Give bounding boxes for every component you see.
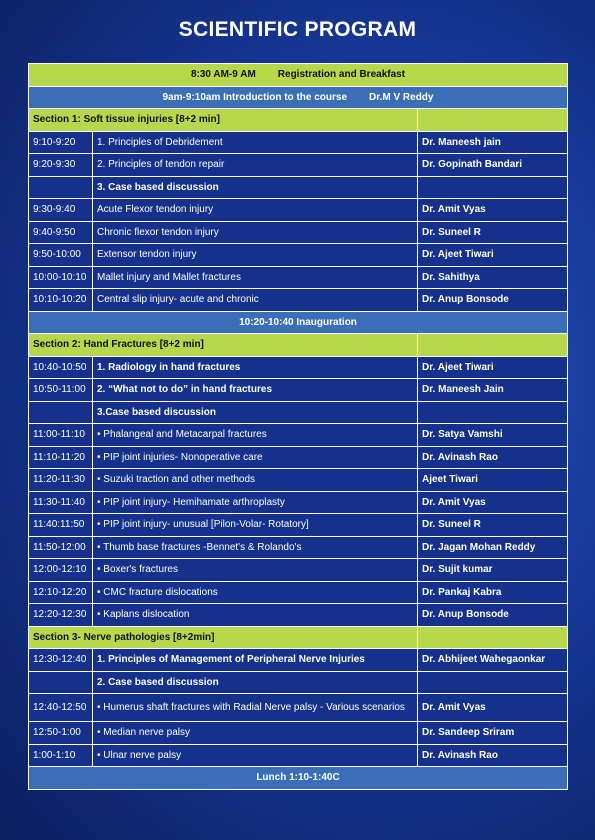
session-speaker: Dr. Jagan Mohan Reddy (418, 536, 568, 559)
program-table (28, 63, 568, 790)
session-topic: 2. “What not to do” in hand fractures (93, 379, 418, 402)
session-time: 12:00-12:10 (29, 559, 93, 582)
schedule-row (29, 536, 568, 559)
session-time: 11:10-11:20 (29, 446, 93, 469)
session-time (29, 176, 93, 199)
session-topic: • Ulnar nerve palsy (93, 744, 418, 767)
session-topic: • PIP joint injury- unusual [Pilon-Volar- Rotatory] (93, 514, 418, 537)
intro-row (29, 86, 568, 109)
section1-heading: Section 1: Soft tissue injuries [8+2 min] (29, 109, 418, 132)
session-topic: 2. Principles of tendon repair (93, 154, 418, 177)
session-topic: Mallet injury and Mallet fractures (93, 266, 418, 289)
registration-label: Registration and Breakfast (277, 69, 406, 81)
session-speaker: Dr. Ajeet Tiwari (418, 356, 568, 379)
session-topic: • Humerus shaft fractures with Radial Nerve palsy - Various scenarios (93, 694, 418, 722)
inauguration-row (29, 311, 568, 334)
session-speaker: Dr. Suneel R (418, 514, 568, 537)
session-topic: • Median nerve palsy (93, 722, 418, 745)
schedule-row (29, 491, 568, 514)
schedule-row (29, 514, 568, 537)
session-time: 11:30-11:40 (29, 491, 93, 514)
session-time (29, 401, 93, 424)
session-speaker (418, 671, 568, 694)
session-speaker: Ajeet Tiwari (418, 469, 568, 492)
schedule-row (29, 244, 568, 267)
session-speaker: Dr. Ajeet Tiwari (418, 244, 568, 267)
session-topic: 3. Case based discussion (93, 176, 418, 199)
session-topic: 3.Case based discussion (93, 401, 418, 424)
lunch-row (29, 767, 568, 790)
session-speaker: Dr. Pankaj Kabra (418, 581, 568, 604)
session-topic: 2. Case based discussion (93, 671, 418, 694)
session-time: 9:50-10:00 (29, 244, 93, 267)
session-time: 9:30-9:40 (29, 199, 93, 222)
schedule-row (29, 469, 568, 492)
schedule-row (29, 401, 568, 424)
session-topic: • CMC fracture dislocations (93, 581, 418, 604)
session-topic: • PIP joint injury- Hemihamate arthroplasty (93, 491, 418, 514)
schedule-row (29, 154, 568, 177)
schedule-row (29, 379, 568, 402)
schedule-row (29, 744, 568, 767)
session-speaker (418, 401, 568, 424)
session-speaker: Dr. Amit Vyas (418, 199, 568, 222)
session-time: 12:30-12:40 (29, 649, 93, 672)
section-heading (29, 334, 568, 357)
page-title: SCIENTIFIC PROGRAM (178, 18, 417, 41)
session-topic: Extensor tendon injury (93, 244, 418, 267)
schedule-row (29, 559, 568, 582)
session-speaker: Dr. Suneel R (418, 221, 568, 244)
session-topic: • PIP joint injuries- Nonoperative care (93, 446, 418, 469)
session-speaker: Dr. Sandeep Sriram (418, 722, 568, 745)
session-speaker: Dr. Gopinath Bandari (418, 154, 568, 177)
schedule-row (29, 604, 568, 627)
session-speaker: Dr. Anup Bonsode (418, 289, 568, 312)
session-topic: • Suzuki traction and other methods (93, 469, 418, 492)
session-topic: Acute Flexor tendon injury (93, 199, 418, 222)
session-speaker: Dr. Avinash Rao (418, 446, 568, 469)
schedule-row (29, 131, 568, 154)
session-topic: 1. Principles of Management of Peripheral Nerve Injuries (93, 649, 418, 672)
session-time: 10:50-11:00 (29, 379, 93, 402)
section-heading (29, 626, 568, 649)
session-time: 9:20-9:30 (29, 154, 93, 177)
session-speaker: Dr. Maneesh Jain (418, 379, 568, 402)
session-speaker: Dr. Satya Vamshi (418, 424, 568, 447)
registration-time: 8:30 AM-9 AM (190, 69, 256, 81)
session-time: 10:40-10:50 (29, 356, 93, 379)
session-topic: 1. Principles of Debridement (93, 131, 418, 154)
session-speaker: Dr. Sahithya (418, 266, 568, 289)
section-heading (29, 109, 568, 132)
session-speaker: Dr. Amit Vyas (418, 694, 568, 722)
schedule-row (29, 266, 568, 289)
session-time: 10:00-10:10 (29, 266, 93, 289)
session-topic: • Boxer's fractures (93, 559, 418, 582)
schedule-row (29, 424, 568, 447)
session-speaker: Dr. Sujit kumar (418, 559, 568, 582)
lunch-text: Lunch 1:10-1:40C (29, 767, 568, 790)
session-topic: • Thumb base fractures -Bennet's & Rolando's (93, 536, 418, 559)
section2-rows (29, 356, 568, 626)
session-time: 9:40-9:50 (29, 221, 93, 244)
session-time: 10:10-10:20 (29, 289, 93, 312)
schedule-row (29, 649, 568, 672)
registration-row (29, 64, 568, 87)
schedule-row (29, 221, 568, 244)
schedule-row (29, 289, 568, 312)
session-speaker: Dr. Abhijeet Wahegaonkar (418, 649, 568, 672)
session-time: 12:10-12:20 (29, 581, 93, 604)
schedule-row (29, 176, 568, 199)
schedule-row (29, 446, 568, 469)
schedule-row (29, 671, 568, 694)
schedule-row (29, 199, 568, 222)
session-time: 1:00-1:10 (29, 744, 93, 767)
session-time: 11:00-11:10 (29, 424, 93, 447)
intro-speaker: Dr.M V Reddy (369, 91, 434, 103)
session-speaker: Dr. Amit Vyas (418, 491, 568, 514)
session-topic: 1. Radiology in hand fractures (93, 356, 418, 379)
session-speaker: Dr. Maneesh jain (418, 131, 568, 154)
intro-text: 9am-9:10am Introduction to the course (162, 91, 348, 103)
inauguration-text: 10:20-10:40 Inauguration (29, 311, 568, 334)
session-time: 12:20-12:30 (29, 604, 93, 627)
session-time: 12:50-1:00 (29, 722, 93, 745)
session-time: 11:40:11:50 (29, 514, 93, 537)
session-time (29, 671, 93, 694)
session-topic: Chronic flexor tendon injury (93, 221, 418, 244)
session-time: 11:50-12:00 (29, 536, 93, 559)
session-time: 9:10-9:20 (29, 131, 93, 154)
session-topic: • Phalangeal and Metacarpal fractures (93, 424, 418, 447)
schedule-row (29, 581, 568, 604)
session-topic: Central slip injury- acute and chronic (93, 289, 418, 312)
session-time: 12:40-12:50 (29, 694, 93, 722)
session-speaker (418, 176, 568, 199)
session-time: 11:20-11:30 (29, 469, 93, 492)
section2-heading: Section 2: Hand Fractures [8+2 min] (29, 334, 418, 357)
session-speaker: Dr. Avinash Rao (418, 744, 568, 767)
section3-heading: Section 3- Nerve pathologies [8+2min] (29, 626, 418, 649)
schedule-row (29, 694, 568, 722)
schedule-row (29, 722, 568, 745)
session-topic: • Kaplans dislocation (93, 604, 418, 627)
schedule-row (29, 356, 568, 379)
session-speaker: Dr. Anup Bonsode (418, 604, 568, 627)
section3-rows (29, 649, 568, 767)
section1-rows (29, 131, 568, 311)
